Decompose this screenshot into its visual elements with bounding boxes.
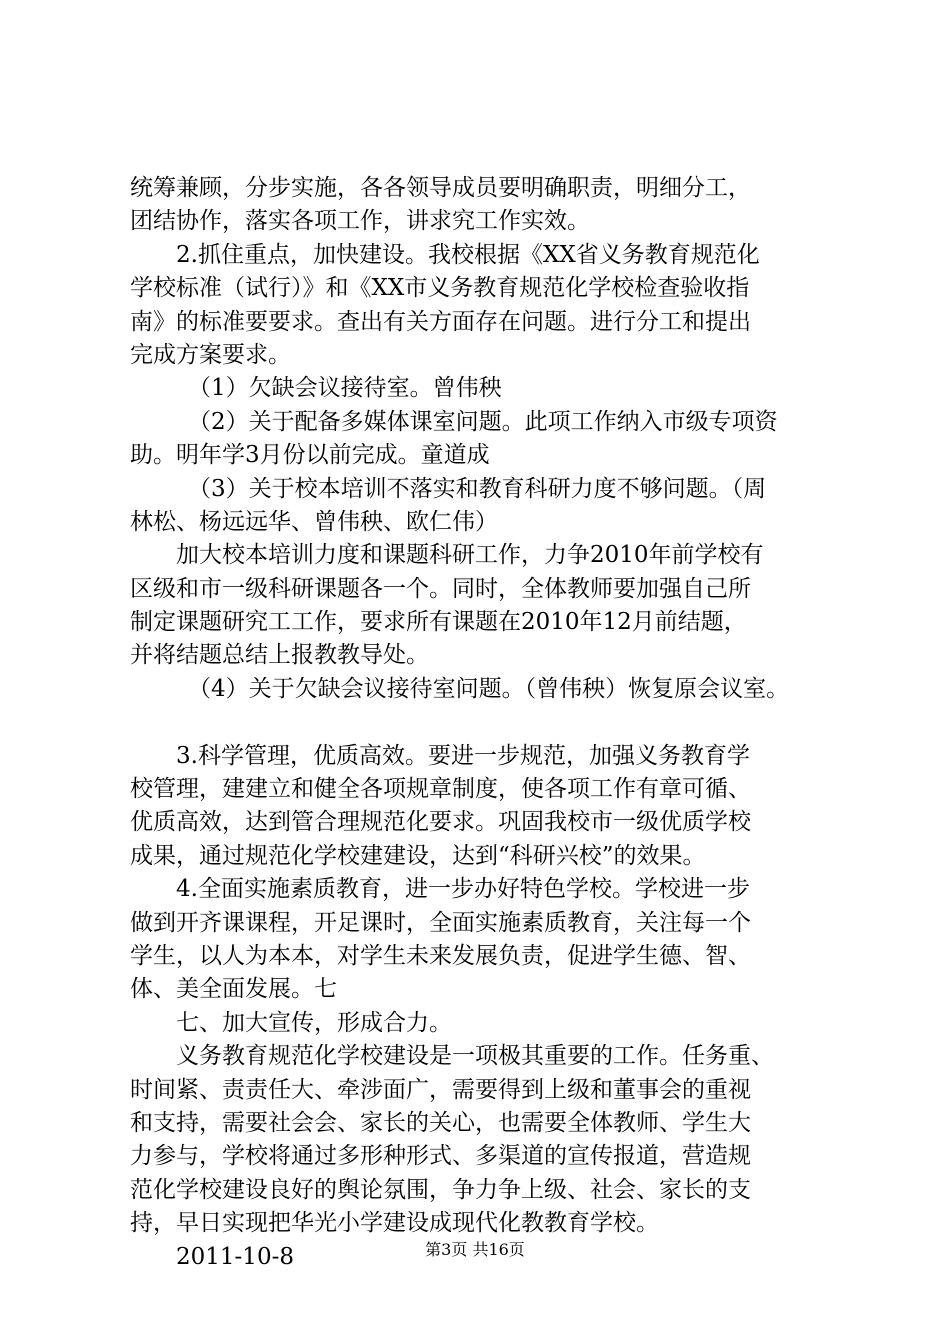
text-line: 范化学校建设良好的舆论氛围，争力争上级、社会、家长的支 <box>130 1176 751 1203</box>
text-line: 2.抓住重点，加快建设。我校根据《XX省义务教育规范化 <box>176 241 760 268</box>
text-line: （3）关于校本培训不落实和教育科研力度不够问题。（周 <box>188 475 767 502</box>
text-line: （4）关于欠缺会议接待室问题。（曾伟秧）恢复原会议室。 <box>188 675 790 702</box>
text-line: 优质高效，达到管合理规范化要求。巩固我校市一级优质学校 <box>130 809 751 836</box>
text-line: 3.科学管理，优质高效。要进一步规范，加强义务教育学 <box>176 742 750 769</box>
document-body <box>130 172 845 1274</box>
text-line: 学校标准（试行）》和《XX市义务教育规范化学校检查验收指 <box>130 275 750 302</box>
text-line: 并将结题总结上报教教导处。 <box>130 642 429 669</box>
text-line: 义务教育规范化学校建设是一项极其重要的工作。任务重、 <box>176 1043 774 1070</box>
text-line: 做到开齐课课程，开足课时，全面实施素质教育，关注每一个 <box>130 909 751 936</box>
text-line: 团结协作，落实各项工作，讲求究工作实效。 <box>130 208 590 235</box>
text-line: 加大校本培训力度和课题科研工作，力争2010年前学校有 <box>176 542 764 569</box>
text-line: 持，早日实现把华光小学建设成现代化教教育学校。 <box>130 1210 659 1237</box>
text-line: 制定课题研究工工作，要求所有课题在2010年12月前结题， <box>130 609 747 636</box>
text-line: 南》的标准要要求。查出有关方面存在问题。进行分工和提出 <box>130 308 751 335</box>
text-line: 体、美全面发展。七 <box>130 976 337 1003</box>
text-line: 4.全面实施素质教育，进一步办好特色学校。学校进一步 <box>176 876 750 903</box>
text-line: 统筹兼顾，分步实施，各各领导成员要明确职责，明细分工， <box>130 175 751 201</box>
text-line: 和支持，需要社会会、家长的关心，也需要全体教师、学生大 <box>130 1109 751 1136</box>
text-line: 学生，以人为本本，对学生未来发展负责，促进学生德、智、 <box>130 942 751 969</box>
page-number-footer: 第3页 共16页 <box>425 1240 525 1259</box>
text-line: 成果，通过规范化学校建建设，达到“科研兴校”的效果。 <box>130 842 706 869</box>
blank-line <box>130 706 845 739</box>
text-line: 林松、杨远远华、曾伟秧、欧仁伟） <box>130 508 498 535</box>
text-line: 力参与，学校将通过多形种形式、多渠道的宣传报道，营造规 <box>130 1143 751 1170</box>
section-heading: 七、加大宣传，形成合力。 <box>176 1009 452 1036</box>
text-line: （1）欠缺会议接待室。曾伟秧 <box>188 375 502 402</box>
text-line: 区级和市一级科研课题各一个。同时，全体教师要加强自己所 <box>130 575 751 602</box>
text-line: 校管理，建建立和健全各项规章制度，使各项工作有章可循、 <box>130 776 751 803</box>
text-line: 助。明年学3月份以前完成。童道成 <box>130 442 490 469</box>
text-line: （2）关于配备多媒体课室问题。此项工作纳入市级专项资 <box>188 408 778 435</box>
text-line: 完成方案要求。 <box>130 341 291 368</box>
document-date: 2011-10-8 <box>176 1243 294 1270</box>
text-line: 时间紧、责责任大、牵涉面广，需要得到上级和董事会的重视 <box>130 1076 751 1103</box>
